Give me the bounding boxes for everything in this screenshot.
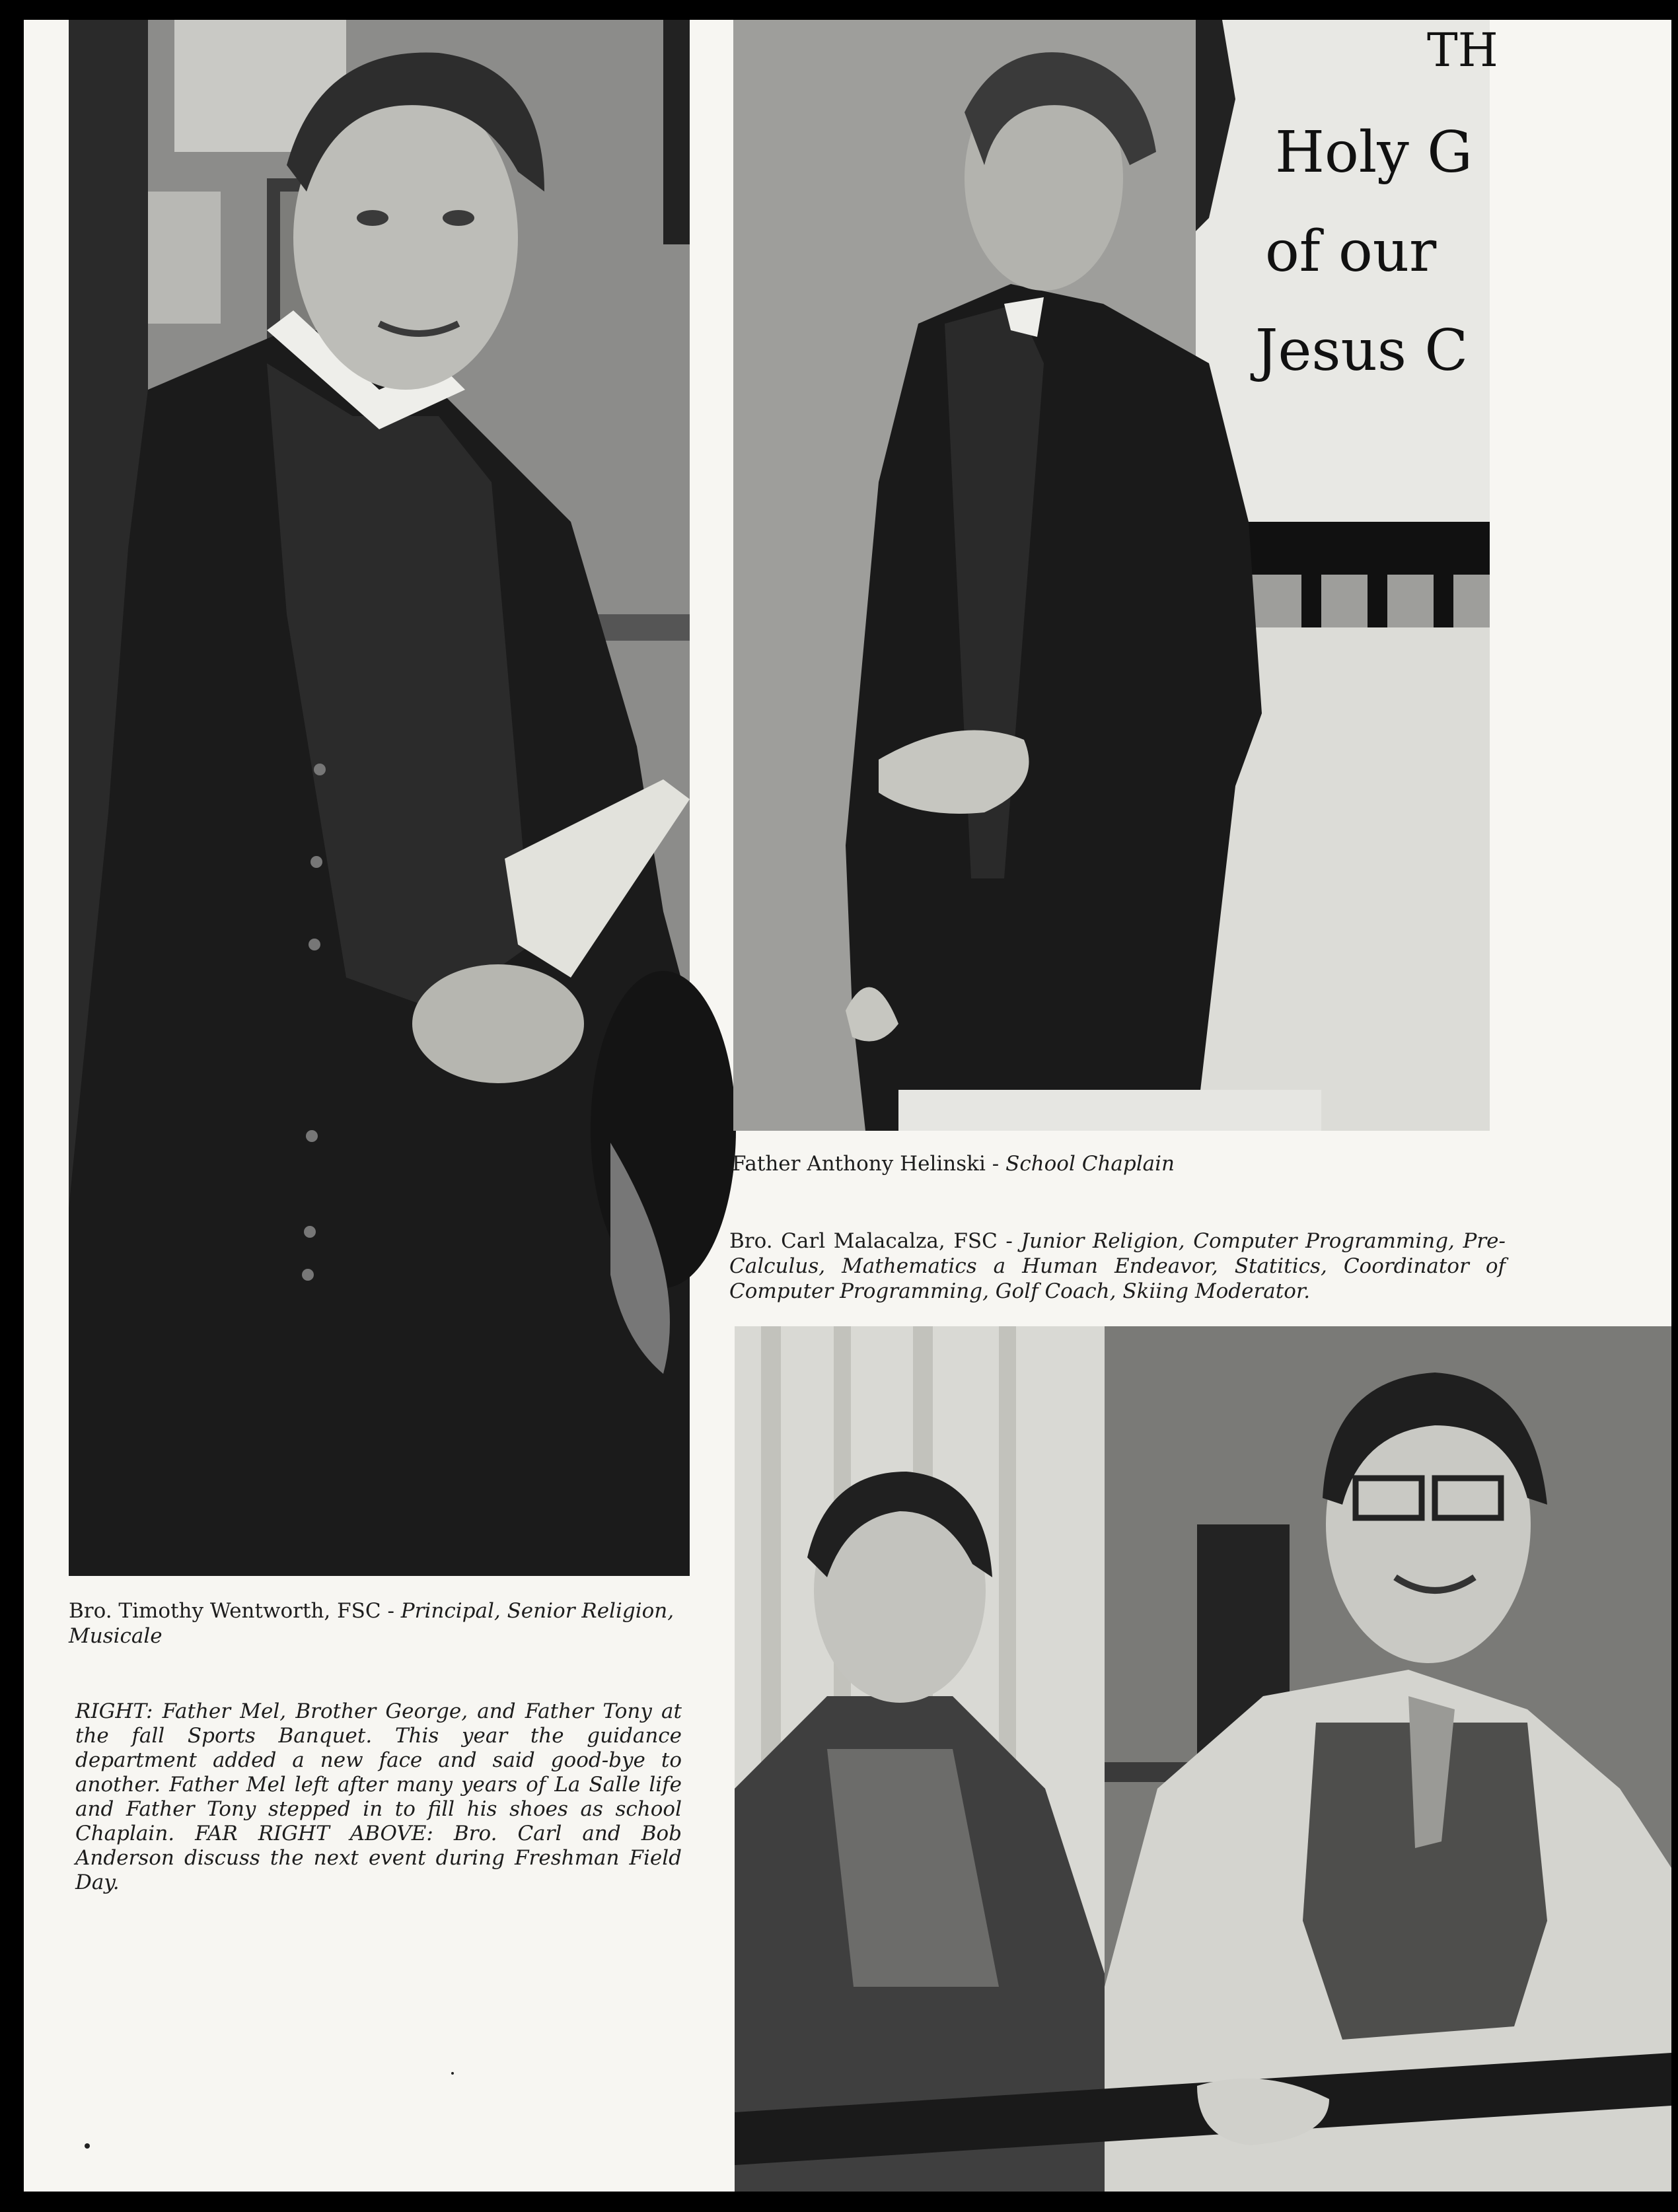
banner-line-1: TH (1427, 23, 1498, 77)
caption-principal-name: Bro. Timothy Wentworth, FSC - (69, 1599, 401, 1623)
caption-malacalza-role: Junior Religion, Computer Programming, Pre-Calculus, Mathematics a Human Endeavor, Statitics, Coordinator of Computer Programming, Golf Coach, Skiing Moderator. (729, 1229, 1506, 1303)
print-speck (85, 2143, 90, 2149)
print-speck (451, 2072, 454, 2075)
caption-malacalza (729, 1229, 1506, 1304)
scan-border-bottom (0, 2192, 1678, 2212)
caption-principal (69, 1598, 676, 1649)
field-day-photo-art (735, 1326, 1671, 2192)
scan-border-right (1671, 0, 1678, 2212)
photo-principal (69, 20, 690, 1576)
photo-field-day (735, 1326, 1671, 2192)
banner-line-2: Holy G (1275, 120, 1473, 186)
banner-line-3: of our (1265, 219, 1437, 285)
scan-border-top (0, 0, 1678, 20)
photo-chaplain (733, 20, 1498, 1131)
caption-malacalza-name: Bro. Carl Malacalza, FSC - (729, 1229, 1021, 1253)
caption-chaplain (732, 1151, 1498, 1176)
scan-border-left (0, 0, 24, 2212)
principal-photo-art (69, 20, 690, 1576)
banner-line-4: Jesus C (1255, 318, 1469, 384)
chaplain-photo-art (733, 20, 1498, 1131)
caption-chaplain-role: School Chaplain (1005, 1152, 1175, 1176)
caption-principal-role: Principal, Senior Religion, Musicale (69, 1599, 675, 1648)
caption-story: RIGHT: Father Mel, Brother George, and Father Tony at the fall Sports Banquet. This year the guidance department added a new face and said good-bye to another. Father Mel left after many years of La Salle life and Father Tony stepped in to fill his shoes as school Chaplain. FAR RIGHT ABOVE: Bro. Carl and Bob Anderson discuss the next event during Freshman Field Day. (75, 1699, 682, 1894)
caption-chaplain-name: Father Anthony Helinski - (732, 1152, 1006, 1176)
